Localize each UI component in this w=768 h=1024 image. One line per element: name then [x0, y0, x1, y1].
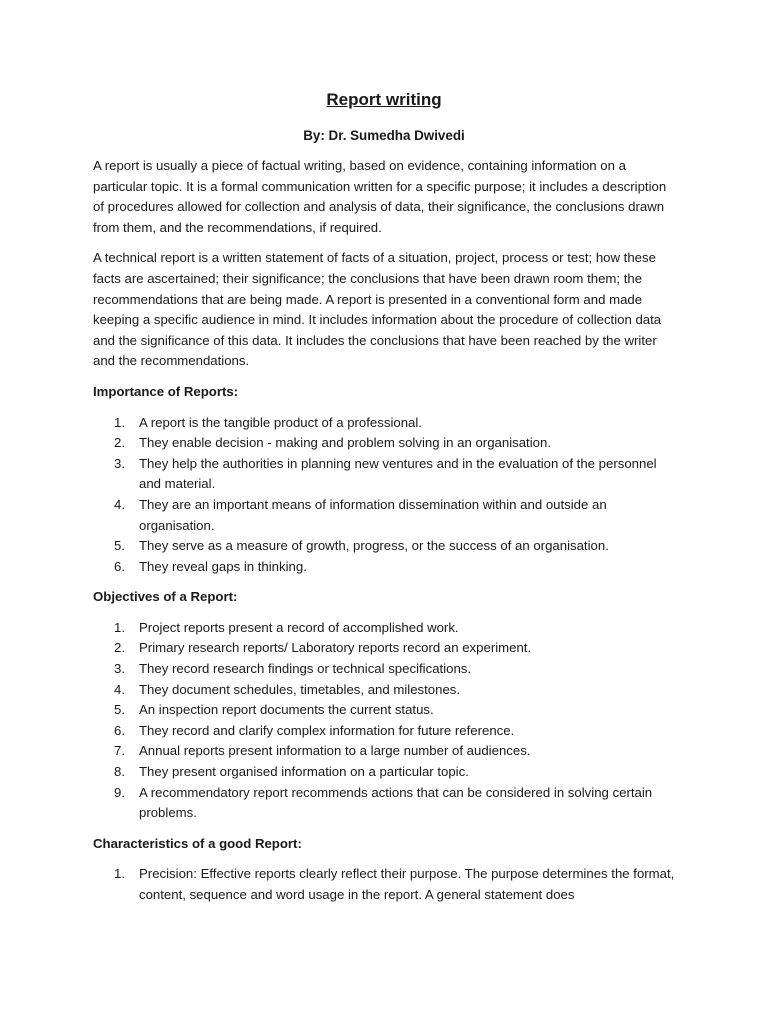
list-number: 5.: [114, 702, 125, 718]
list-item: [93, 536, 675, 557]
technical-report-paragraph: A technical report is a written statement of facts of a situation, project, process or test; how these facts are ascertained; their significance; the conclusions that have been drawn room them; the recommendations that are being made. A report is presented in a conventional form and made keeping a specific audience in mind. It includes information about the procedure of collection data and the significance of this data. It includes the conclusions that have been reached by the writer and the recommendations.: [93, 250, 662, 369]
list-number: 8.: [114, 764, 125, 780]
list-item: [93, 413, 675, 434]
list-number: 3.: [114, 661, 125, 677]
list-item: [93, 721, 675, 742]
characteristics-heading: Characteristics of a good Report:: [93, 835, 302, 851]
list-item-text: An inspection report documents the current status.: [139, 702, 434, 718]
author-byline: By: Dr. Sumedha Dwivedi: [303, 128, 465, 143]
list-item-text: Project reports present a record of accomplished work.: [139, 619, 459, 635]
list-item-text: They help the authorities in planning new ventures and in the evaluation of the personnel and material.: [139, 455, 657, 492]
list-item: [93, 762, 675, 783]
list-item: [93, 618, 675, 639]
importance-heading: Importance of Reports:: [93, 383, 239, 399]
list-item-text: They present organised information on a particular topic.: [139, 764, 469, 780]
list-item-text: They record and clarify complex information for future reference.: [139, 722, 515, 738]
list-item-text: They enable decision - making and problem solving in an organisation.: [139, 435, 551, 451]
list-number: 9.: [114, 784, 125, 800]
list-item: [93, 700, 675, 721]
list-number: 6.: [114, 722, 125, 738]
list-item: [93, 557, 675, 578]
list-item: [93, 741, 675, 762]
list-number: 2.: [114, 640, 125, 656]
list-number: 7.: [114, 743, 125, 759]
list-number: 1.: [114, 866, 125, 882]
list-item-text: They document schedules, timetables, and milestones.: [139, 681, 461, 697]
list-item: [93, 433, 675, 454]
list-item: [93, 680, 675, 701]
list-item-text: They are an important means of information dissemination within and outside an organisation.: [139, 496, 607, 533]
page-title: Report writing: [326, 90, 442, 109]
list-item-text: They reveal gaps in thinking.: [139, 558, 307, 574]
list-item-text: A report is the tangible product of a professional.: [139, 414, 422, 430]
document-page: [93, 88, 675, 906]
list-item: [93, 495, 675, 536]
list-number: 3.: [114, 455, 125, 471]
list-number: 5.: [114, 538, 125, 554]
list-number: 1.: [114, 619, 125, 635]
list-number: 4.: [114, 496, 125, 512]
list-item: [93, 864, 675, 905]
importance-list: [93, 413, 675, 578]
list-number: 4.: [114, 681, 125, 697]
list-item: [93, 454, 675, 495]
objectives-list: [93, 618, 675, 824]
characteristics-list: [93, 864, 675, 905]
list-item-text: A recommendatory report recommends actions that can be considered in solving certain problems.: [139, 784, 653, 821]
list-item-text: Annual reports present information to a large number of audiences.: [139, 743, 531, 759]
list-item: [93, 638, 675, 659]
list-item-text: They serve as a measure of growth, progress, or the success of an organisation.: [139, 538, 609, 554]
list-number: 6.: [114, 558, 125, 574]
objectives-heading: Objectives of a Report:: [93, 589, 238, 605]
list-item-text: Precision: Effective reports clearly reflect their purpose. The purpose determines the format, content, sequence and word usage in the report. A general statement does: [139, 866, 675, 902]
list-number: 2.: [114, 435, 125, 451]
list-item: [93, 783, 675, 824]
list-item-text: Primary research reports/ Laboratory reports record an experiment.: [139, 640, 532, 656]
list-number: 1.: [114, 414, 125, 430]
list-item-text: They record research findings or technical specifications.: [139, 661, 472, 677]
intro-paragraph: A report is usually a piece of factual writing, based on evidence, containing information on a particular topic. It is a formal communication written for a specific purpose; it includes a description of procedures allowed for collection and analysis of data, their significance, the conclusions drawn from them, and the recommendations, if required.: [93, 158, 667, 235]
list-item: [93, 659, 675, 680]
